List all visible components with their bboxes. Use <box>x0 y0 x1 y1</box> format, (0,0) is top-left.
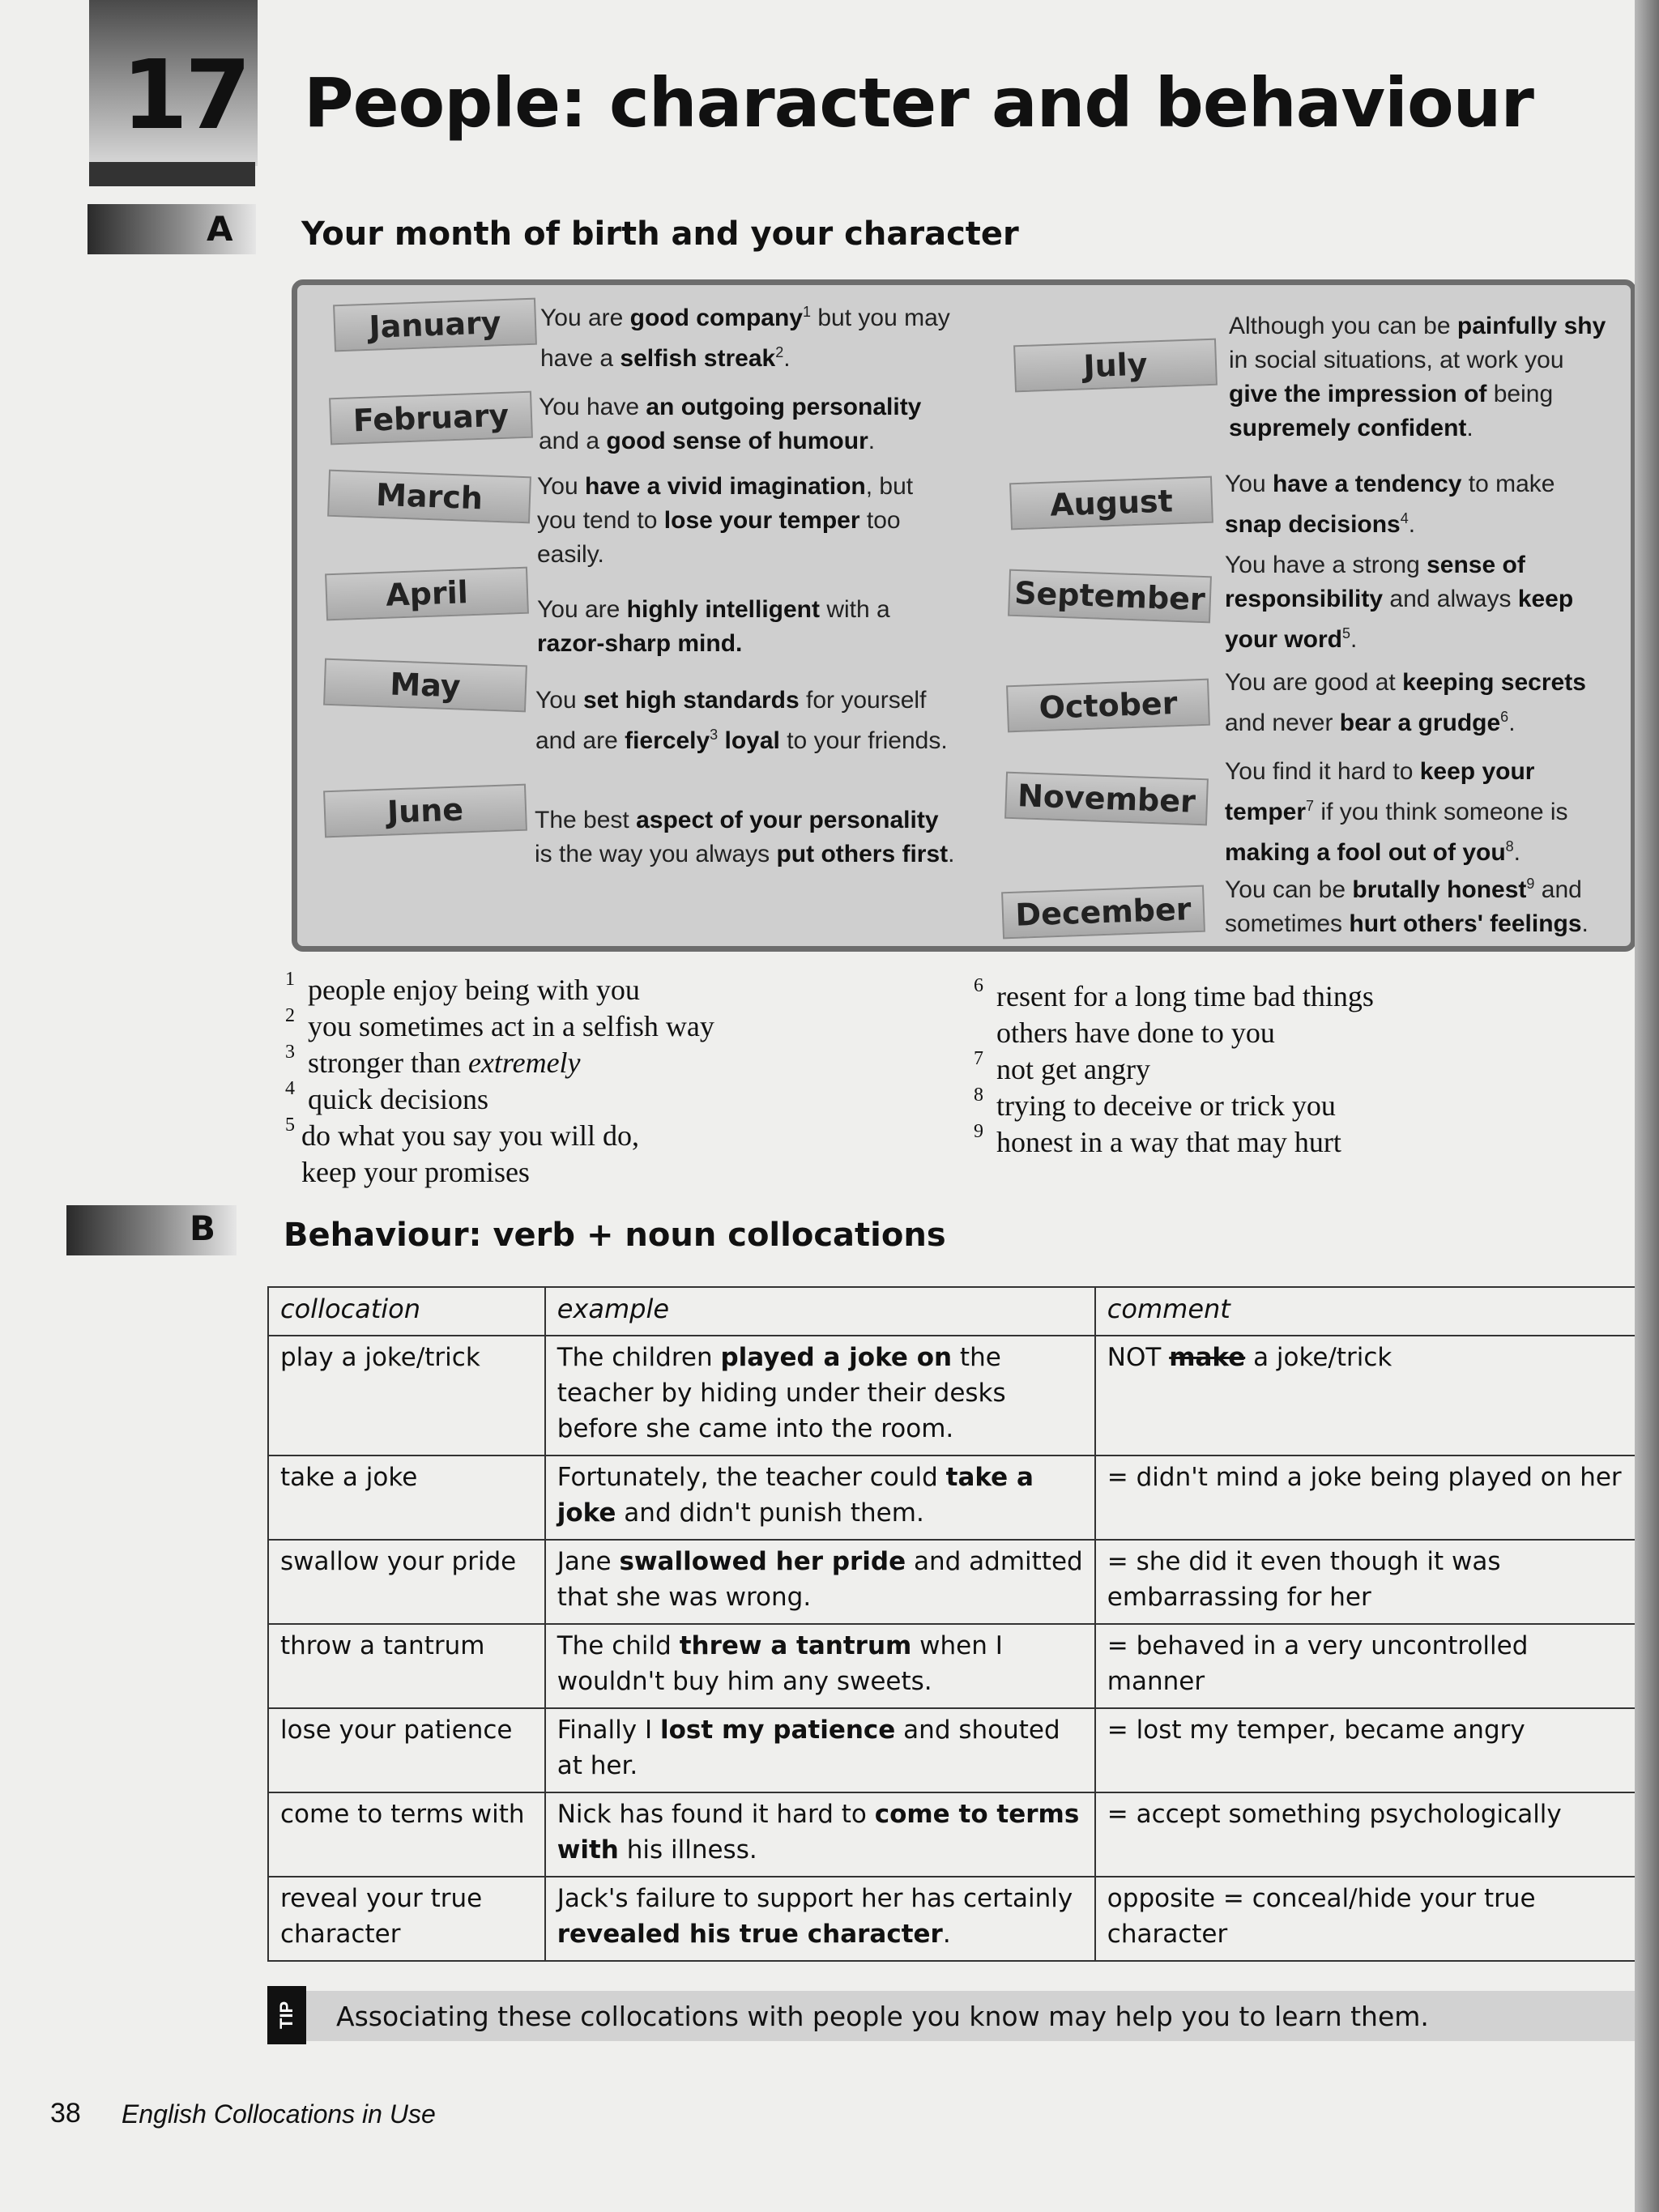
text-run: opposite = conceal/hide your true character <box>1107 1884 1536 1949</box>
text-run: You are good at <box>1225 669 1403 696</box>
footnote-number: 2 <box>285 1005 295 1026</box>
text-run: with a <box>820 596 890 623</box>
text-run: for yourself and are <box>535 687 927 754</box>
text-run: You have <box>539 394 646 420</box>
text-run: and admitted that she was wrong. <box>557 1547 1083 1612</box>
page-number: 38 <box>50 2098 81 2129</box>
footnote-number: 8 <box>974 1085 983 1106</box>
text-run: keep your word <box>1225 586 1574 653</box>
text-run: Jack's failure to support her has certainly <box>557 1884 1073 1913</box>
text-run: You <box>537 473 585 500</box>
footnote-italic: extremely <box>467 1046 581 1079</box>
text-run: The child <box>557 1631 680 1660</box>
text-run: set high standards <box>582 687 800 714</box>
collocation-cell: swallow your pride <box>268 1540 545 1624</box>
text-run: being <box>1486 381 1554 407</box>
table-row <box>268 1877 1644 1961</box>
text-run: Jane <box>557 1547 620 1576</box>
footnote-line: you sometimes act in a selfish way <box>308 1010 714 1042</box>
text-run: put others first <box>776 841 949 867</box>
text-run: . <box>1408 511 1416 538</box>
table-row <box>268 1540 1644 1624</box>
footnote-text <box>996 1088 1336 1124</box>
text-run: have a tendency <box>1272 471 1462 497</box>
footnote-line: not get angry <box>996 1053 1150 1085</box>
example-cell <box>545 1877 1095 1961</box>
text-run: take a joke <box>557 1463 1034 1528</box>
text-run: bear a grudge <box>1339 710 1501 736</box>
text-run: and always <box>1383 586 1518 612</box>
month-description-may <box>535 684 957 758</box>
comment-cell <box>1095 1624 1644 1708</box>
text-run: 2 <box>775 344 784 360</box>
text-run: Finally I <box>557 1715 660 1745</box>
footnote-number: 4 <box>285 1078 295 1099</box>
comment-cell <box>1095 1455 1644 1540</box>
text-run: 3 <box>710 727 719 743</box>
text-run: lost my patience <box>659 1715 896 1745</box>
unit-number: 17 <box>122 39 249 151</box>
text-run: 6 <box>1500 709 1509 725</box>
month-label-june: June <box>323 784 527 838</box>
column-header-collocation: collocation <box>268 1287 545 1336</box>
text-run: keeping secrets <box>1402 669 1586 696</box>
tip-text: Associating these collocations with people you know may help you to learn them. <box>336 2001 1429 2032</box>
text-run: 8 <box>1505 838 1514 855</box>
month-label-september: September <box>1008 569 1212 624</box>
table-row <box>268 1336 1644 1455</box>
collocation-cell: lose your patience <box>268 1708 545 1792</box>
text-run: Although you can be <box>1229 313 1457 339</box>
footnote-number: 7 <box>974 1048 983 1069</box>
table-row <box>268 1708 1644 1792</box>
collocation-cell: throw a tantrum <box>268 1624 545 1708</box>
text-run: 5 <box>1342 625 1351 641</box>
section-b-title: Behaviour: verb + noun collocations <box>284 1217 946 1254</box>
footnote-text <box>996 1124 1341 1161</box>
footnote-line: quick decisions <box>308 1083 488 1115</box>
column-header-example: example <box>545 1287 1095 1336</box>
text-run: = lost my temper, became angry <box>1107 1715 1525 1745</box>
text-run: too easily. <box>537 507 901 568</box>
text-run: is the way you always <box>535 841 777 867</box>
section-b-letter: B <box>190 1208 216 1248</box>
text-run: lose your temper <box>663 507 860 534</box>
text-run: and sometimes <box>1225 876 1582 937</box>
footnote-text <box>308 1081 488 1118</box>
footnote-line: resent for a long time bad things <box>996 980 1374 1012</box>
month-label-january: January <box>333 298 537 352</box>
text-run: The children <box>557 1343 721 1372</box>
text-run: You <box>1225 471 1273 497</box>
month-label-may: May <box>323 658 527 713</box>
table-row <box>268 1792 1644 1877</box>
text-run: a joke/trick <box>1245 1343 1392 1372</box>
footnote-line: people enjoy being with you <box>308 974 640 1006</box>
footnote-text <box>308 972 640 1008</box>
text-run: 9 <box>1526 876 1535 892</box>
comment-cell <box>1095 1708 1644 1792</box>
text-run: an outgoing personality <box>646 394 922 420</box>
text-run: . <box>783 345 791 372</box>
text-run: = didn't mind a joke being played on her <box>1107 1463 1622 1492</box>
text-run: played a joke on <box>720 1343 953 1372</box>
example-cell <box>545 1708 1095 1792</box>
text-run: his illness. <box>618 1835 757 1865</box>
month-description-september <box>1225 548 1614 657</box>
text-run: . <box>1350 626 1358 653</box>
collocation-cell: come to terms with <box>268 1792 545 1877</box>
text-run: hurt others' feelings <box>1349 910 1582 937</box>
text-run: The best <box>535 807 637 833</box>
text-run: = behaved in a very uncontrolled manner <box>1107 1631 1529 1696</box>
text-run: sense of responsibility <box>1225 552 1525 612</box>
section-a-letter: A <box>207 209 233 249</box>
text-run: threw a tantrum <box>679 1631 912 1660</box>
footnote-line: do what you say you will do, <box>301 1119 639 1152</box>
example-cell <box>545 1792 1095 1877</box>
footnote-text <box>996 978 1374 1051</box>
text-run: = she did it even though it was embarrassing for her <box>1107 1547 1501 1612</box>
month-description-november <box>1225 755 1614 870</box>
footnote-line: others have done to you <box>996 1016 1275 1049</box>
example-cell <box>545 1336 1095 1455</box>
collocation-cell: play a joke/trick <box>268 1336 545 1455</box>
text-run: , but you tend to <box>537 473 914 534</box>
footnote-line: keep your promises <box>301 1156 530 1188</box>
section-a-title: Your month of birth and your character <box>301 215 1019 253</box>
text-run: razor-sharp mind. <box>537 630 743 657</box>
text-run: painfully shy <box>1456 313 1606 339</box>
text-run: You have a strong <box>1225 552 1427 578</box>
month-label-october: October <box>1006 679 1210 733</box>
footnote-line: stronger than <box>308 1046 468 1079</box>
collocation-cell: take a joke <box>268 1455 545 1540</box>
month-description-april <box>537 593 958 661</box>
text-run: and never <box>1225 710 1340 736</box>
month-panel <box>292 279 1636 952</box>
text-run: 1 <box>803 304 812 320</box>
month-description-june <box>535 803 956 872</box>
text-run: good sense of humour <box>606 428 868 454</box>
month-label-august: August <box>1009 476 1213 531</box>
text-run: = accept something psychologically <box>1107 1800 1562 1829</box>
example-cell <box>545 1455 1095 1540</box>
text-run: . <box>868 428 876 454</box>
footnote-number: 1 <box>285 969 295 990</box>
text-run: to your friends. <box>779 727 948 754</box>
book-title: English Collocations in Use <box>122 2099 436 2129</box>
footnote-line: trying to deceive or trick you <box>996 1089 1336 1122</box>
text-run: fiercely <box>625 727 710 754</box>
text-run: You are <box>537 596 627 623</box>
month-label-december: December <box>1001 885 1205 940</box>
text-run: NOT <box>1107 1343 1170 1372</box>
page-edge <box>1635 0 1659 2212</box>
text-run: Nick has found it hard to <box>557 1800 875 1829</box>
text-run: make <box>1169 1343 1246 1372</box>
tip-label: TIP <box>276 2001 296 2030</box>
table-row <box>268 1624 1644 1708</box>
month-label-july: July <box>1013 339 1218 393</box>
footnote-line: honest in a way that may hurt <box>996 1126 1341 1158</box>
text-run: keep your temper <box>1225 758 1535 825</box>
month-description-december <box>1225 867 1614 941</box>
text-run: swallowed her pride <box>619 1547 906 1576</box>
page-title: People: character and behaviour <box>304 63 1533 143</box>
month-description-october <box>1225 666 1614 740</box>
text-run: supremely confident <box>1229 415 1467 441</box>
footnote-text <box>301 1118 639 1191</box>
footnote-number: 6 <box>974 975 983 996</box>
month-label-february: February <box>329 391 533 445</box>
text-run: and didn't punish them. <box>616 1498 924 1528</box>
text-run: to make <box>1461 471 1555 497</box>
text-run: . <box>1513 839 1521 866</box>
text-run: making a fool out of you <box>1225 839 1506 866</box>
text-run: in social situations, at work you <box>1229 347 1564 373</box>
month-label-april: April <box>325 567 529 621</box>
text-run: when I wouldn't buy him any sweets. <box>557 1631 1003 1696</box>
footnote-number: 5 <box>285 1115 295 1136</box>
text-run: . <box>948 841 955 867</box>
text-run: come to terms with <box>557 1800 1080 1865</box>
footnote-text <box>996 1051 1150 1088</box>
month-label-march: March <box>327 470 531 524</box>
text-run: aspect of your personality <box>636 807 939 833</box>
footnote-text <box>308 1045 581 1081</box>
example-cell <box>545 1624 1095 1708</box>
text-run: but you may have a <box>540 305 950 372</box>
example-cell <box>545 1540 1095 1624</box>
footnote-number: 9 <box>974 1121 983 1142</box>
text-run: 7 <box>1306 798 1315 814</box>
comment-cell <box>1095 1877 1644 1961</box>
text-run: if you think someone is <box>1314 799 1568 825</box>
text-run: . <box>1508 710 1516 736</box>
text-run: loyal <box>718 727 780 754</box>
comment-cell <box>1095 1336 1644 1455</box>
text-run: revealed his true character <box>557 1920 943 1949</box>
comment-cell <box>1095 1540 1644 1624</box>
month-description-january <box>540 295 962 376</box>
text-run: brutally honest <box>1352 876 1527 903</box>
text-run: Fortunately, the teacher could <box>557 1463 946 1492</box>
text-run: and shouted at her. <box>557 1715 1060 1780</box>
unit-underline <box>89 162 255 186</box>
table-row <box>268 1455 1644 1540</box>
text-run: . <box>1466 415 1473 441</box>
month-description-february <box>539 390 960 458</box>
text-run: the teacher by hiding under their desks before she came into the room. <box>557 1343 1006 1443</box>
text-run: . <box>942 1920 951 1949</box>
comment-cell <box>1095 1792 1644 1877</box>
month-description-july <box>1229 309 1618 445</box>
month-description-march <box>537 470 958 572</box>
footnote-text <box>308 1008 714 1045</box>
text-run: 4 <box>1400 510 1409 526</box>
text-run: snap decisions <box>1225 511 1401 538</box>
text-run: give the impression of <box>1229 381 1487 407</box>
text-run: selfish streak <box>620 345 776 372</box>
text-run: You find it hard to <box>1225 758 1420 785</box>
text-run: You are <box>540 305 630 331</box>
collocation-table <box>267 1286 1644 1962</box>
text-run: good company <box>629 305 803 331</box>
column-header-comment: comment <box>1095 1287 1644 1336</box>
footnote-number: 3 <box>285 1042 295 1063</box>
collocation-cell: reveal your true character <box>268 1877 545 1961</box>
text-run: You <box>535 687 583 714</box>
text-run: You can be <box>1225 876 1353 903</box>
text-run: and a <box>539 428 607 454</box>
text-run: . <box>1581 910 1589 937</box>
month-description-august <box>1225 467 1614 542</box>
text-run: have a vivid imagination <box>584 473 866 500</box>
table-header-row <box>268 1287 1644 1336</box>
text-run: highly intelligent <box>626 596 820 623</box>
month-label-november: November <box>1004 772 1209 826</box>
